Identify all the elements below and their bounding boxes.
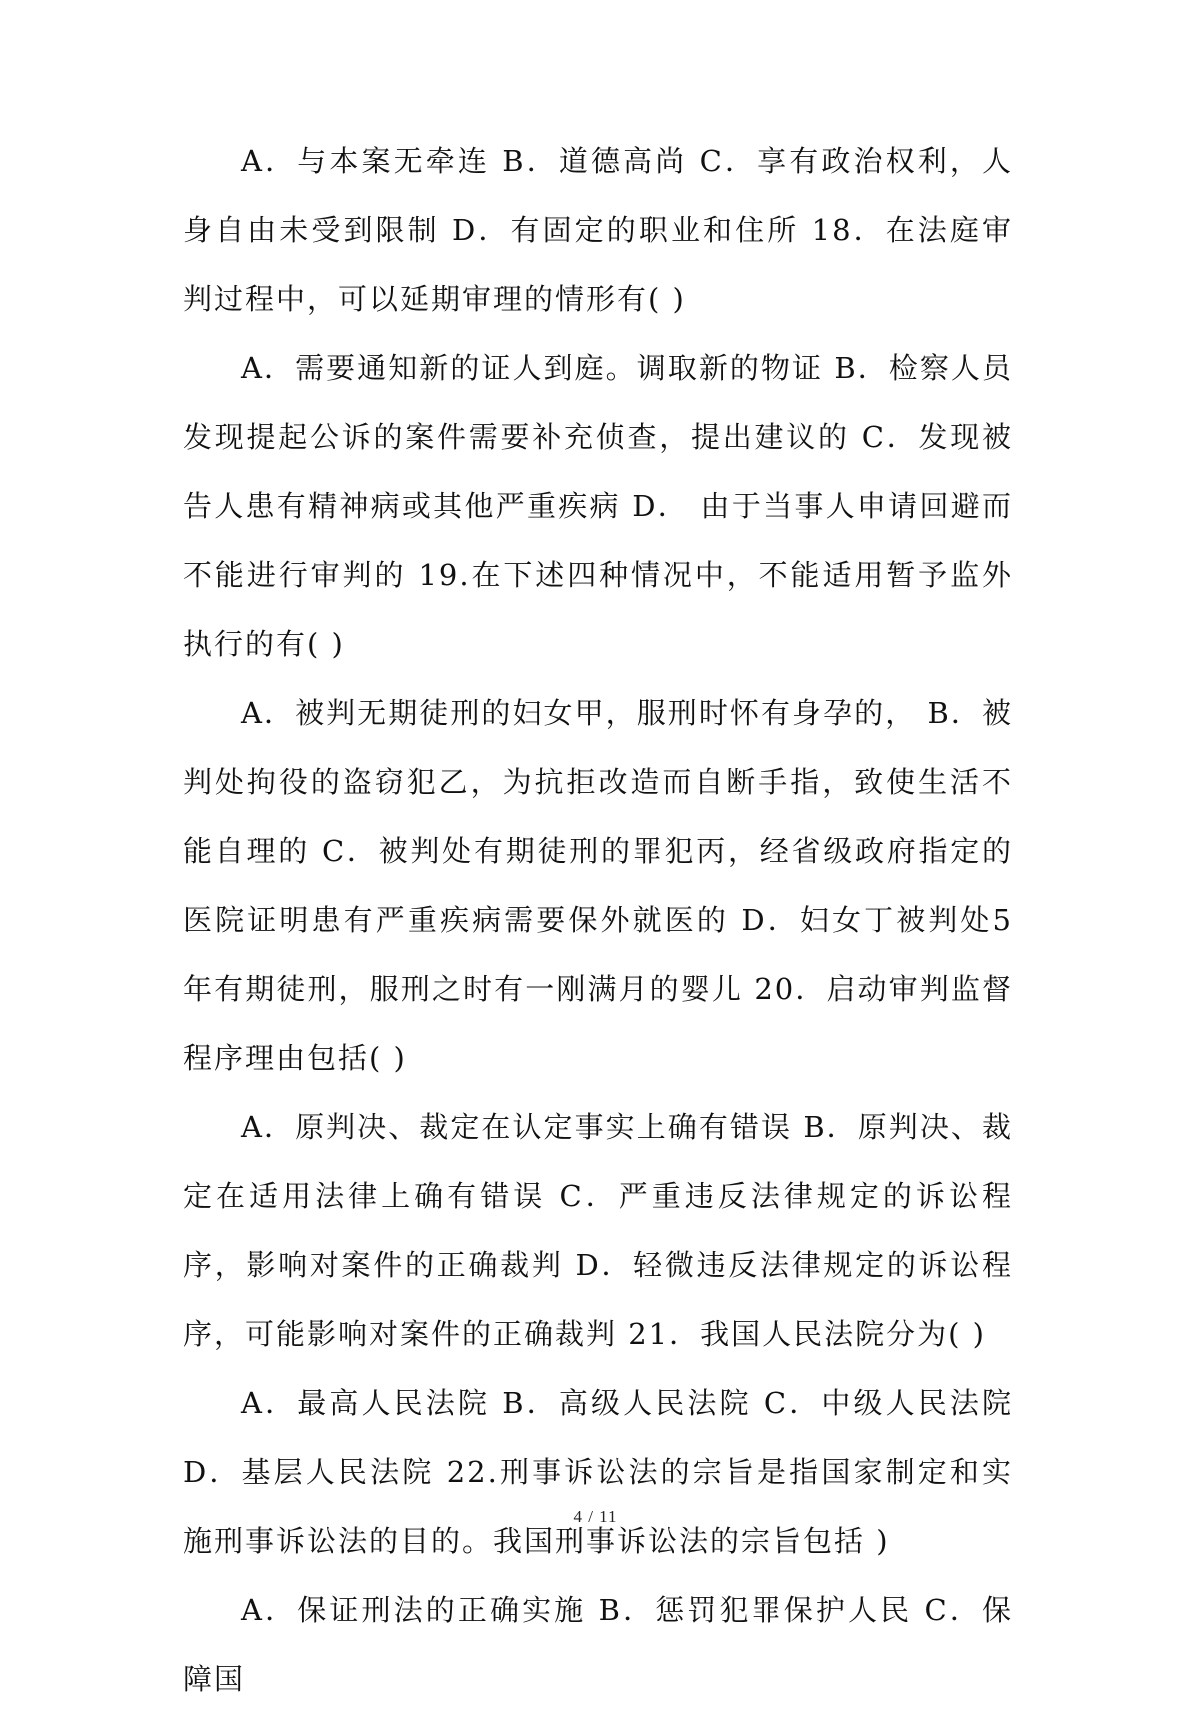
page-number: 4 / 11	[573, 1507, 618, 1526]
paragraph-4: A．原判决、裁定在认定事实上确有错误 B．原判决、裁定在适用法律上确有错误 C．严重违反法律规定的诉讼程序，影响对案件的正确裁判 D．轻微违反法律规定的诉讼程序，可能影响对案件的正确裁判 21．我国人民法院分为( )	[183, 1110, 1013, 1351]
paragraph-1: A．与本案无牵连 B．道德高尚 C．享有政治权利，人身自由未受到限制 D．有固定的职业和住所 18．在法庭审判过程中，可以延期审理的情形有( )	[183, 144, 1013, 316]
paragraph-6: A．保证刑法的正确实施 B．惩罚犯罪保护人民 C．保障国	[183, 1593, 1013, 1696]
body-text	[183, 127, 1013, 1714]
paragraph-2: A．需要通知新的证人到庭。调取新的物证 B．检察人员发现提起公诉的案件需要补充侦查，提出建议的 C．发现被告人患有精神病或其他严重疾病 D． 由于当事人申请回避而不能进行审判的 19.在下述四种情况中，不能适用暂予监外执行的有( )	[183, 351, 1013, 661]
paragraph-5: A．最高人民法院 B．高级人民法院 C．中级人民法院 D．基层人民法院 22.刑事诉讼法的宗旨是指国家制定和实施刑事诉讼法的目的。我国刑事诉讼法的宗旨包括 )	[183, 1386, 1013, 1558]
paragraph-3: A．被判无期徒刑的妇女甲，服刑时怀有身孕的， B．被判处拘役的盗窃犯乙，为抗拒改造而自断手指，致使生活不能自理的 C．被判处有期徒刑的罪犯丙，经省级政府指定的医院证明患有严重疾病需要保外就医的 D．妇女丁被判处5年有期徒刑，服刑之时有一刚满月的婴儿 20．启动审判监督程序理由包括( )	[183, 696, 1013, 1075]
